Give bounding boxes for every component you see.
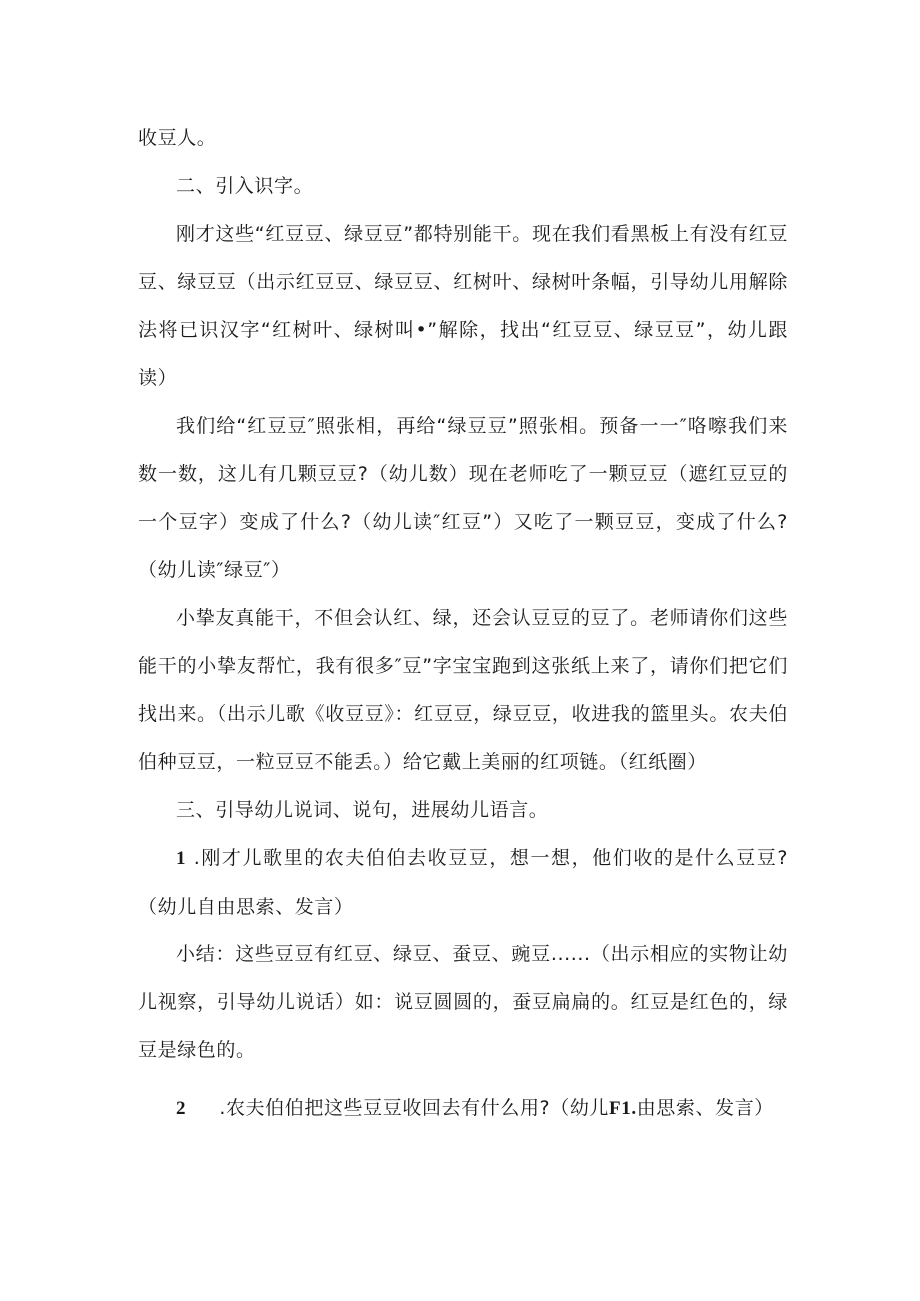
paragraph-photo-game: 我们给“红豆豆″照张相，再给“绿豆豆”照张相。预备一一″咯嚓我们来数一数，这儿有几颗豆豆?（幼儿数）现在老师吃了一颗豆豆（遮红豆豆的一个豆字）变成了什么?（幼儿读″红豆”）又吃了一颗豆豆，变成了什么?（幼儿读″绿豆″） — [138, 415, 788, 581]
list-item-2 — [138, 1084, 788, 1133]
list-item-text-end: 由思索、发言） — [636, 1097, 774, 1119]
section-heading-3: 三、引导幼儿说词、说句，进展幼儿语言。 — [176, 799, 549, 821]
list-item-artifact: F1. — [609, 1098, 637, 1119]
list-item-text: .农夫伯伯把这些豆豆收回去有什么用?（幼儿 — [219, 1097, 610, 1119]
list-number: 1 — [176, 848, 187, 869]
paragraph-continuation: 收豆人。 — [138, 127, 217, 149]
paragraph-intro-reading: 刚才这些“红豆豆、绿豆豆”都特别能干。现在我们看黑板上有没有红豆豆、绿豆豆（出示红豆豆、绿豆豆、红树叶、绿树叶条幅，引导幼儿用解除法将已识汉字“红树叶、绿树叫•”解除，找出“红豆豆、绿豆豆”，幼儿跟读） — [138, 223, 788, 389]
list-number: 2 — [176, 1098, 187, 1119]
section-heading-2: 二、引入识字。 — [176, 175, 314, 197]
list-item-text: .刚才儿歌里的农夫伯伯去收豆豆，想一想，他们收的是什么豆豆?（幼儿自由思索、发言） — [138, 847, 788, 918]
list-item-1 — [138, 834, 788, 931]
paragraph-summary: 小结：这些豆豆有红豆、绿豆、蚕豆、豌豆......（出示相应的实物让幼儿视察，引导幼儿说话）如：说豆圆圆的，蚕豆扁扁的。红豆是红色的，绿豆是绿色的。 — [138, 943, 788, 1061]
paragraph-find-characters: 小挚友真能干，不但会认红、绿，还会认豆豆的豆了。老师请你们这些能干的小挚友帮忙，我有很多″豆”字宝宝跑到这张纸上来了，请你们把它们找出来。（出示儿歌《收豆豆》：红豆豆，绿豆豆，收进我的篮里头。农夫伯伯种豆豆，一粒豆豆不能丢。）给它戴上美丽的红项链。（红纸圈） — [138, 607, 788, 773]
